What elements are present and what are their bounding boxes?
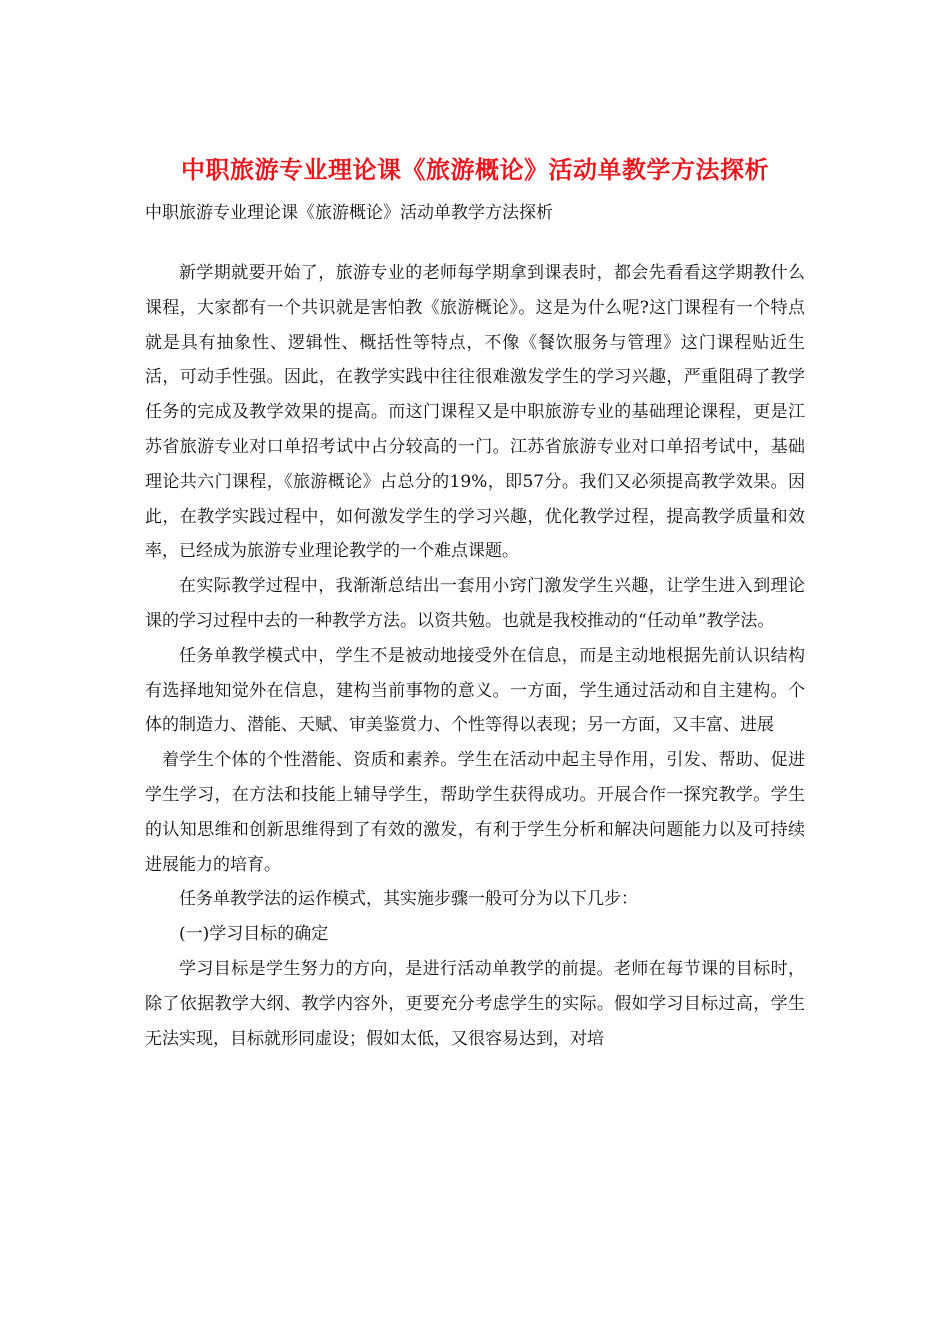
paragraph-2: 在实际教学过程中，我渐渐总结出一套用小窍门激发学生兴趣，让学生进入到理论课的学习过程中去的一种教学方法。以资共勉。也就是我校推动的“任动单”教学法。 — [145, 576, 805, 631]
paragraph-5: 任务单教学法的运作模式，其实施步骤一般可分为以下几步： — [179, 889, 638, 910]
section-heading-1: (一)学习目标的确定 — [179, 924, 329, 945]
paragraph-4: 着学生个体的个性潜能、资质和素养。学生在活动中起主导作用，引发、帮助、促进学生学习，在方法和技能上辅导学生，帮助学生获得成功。开展合作一探究教学。学生的认知思维和创新思维得到了有效的激发，有利于学生分析和解决问题能力以及可持续进展能力的培育。 — [145, 750, 805, 875]
paragraph-1: 新学期就要开始了，旅游专业的老师每学期拿到课表时，都会先看看这学期教什么课程，大家都有一个共识就是害怕教《旅游概论》。这是为什么呢?这门课程有一个特点就是具有抽象性、逻辑性、概括性等特点，不像《餐饮服务与管理》这门课程贴近生活，可动手性强。因此，在教学实践中往往很难激发学生的学习兴趣，严重阻碍了教学任务的完成及教学效果的提高。而这门课程又是中职旅游专业的基础理论课程，更是江苏省旅游专业对口单招考试中占分较高的一门。江苏省旅游专业对口单招考试中，基础理论共六门课程，《旅游概论》占总分的19%，即57分。我们又必须提高教学效果。因此，在教学实践过程中，如何激发学生的学习兴趣，优化教学过程，提高教学质量和效率，已经成为旅游专业理论教学的一个难点课题。 — [145, 263, 805, 562]
paragraph-6: 学习目标是学生努力的方向，是进行活动单教学的前提。老师在每节课的目标时，除了依据教学大纲、教学内容外，更要充分考虑学生的实际。假如学习目标过高，学生无法实现，目标就形同虚设；假如太低，又很容易达到，对培 — [145, 958, 805, 1049]
document-body — [145, 256, 805, 1056]
paragraph-3: 任务单教学模式中，学生不是被动地接受外在信息，而是主动地根据先前认识结构有选择地知觉外在信息，建构当前事物的意义。一方面，学生通过活动和自主建构。个体的制造力、潜能、天赋、审美鉴赏力、个性等得以表现；另一方面，又丰富、进展 — [145, 645, 805, 736]
document-title: 中职旅游专业理论课《旅游概论》活动单教学方法探析 — [181, 155, 769, 184]
document-subtitle: 中职旅游专业理论课《旅游概论》活动单教学方法探析 — [145, 203, 553, 223]
